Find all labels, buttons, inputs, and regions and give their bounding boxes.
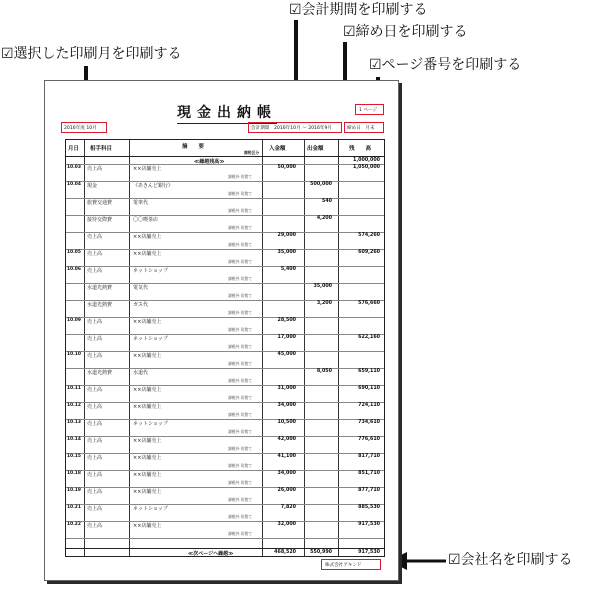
row-account: 売上高: [87, 421, 103, 427]
row-account: 現金: [87, 183, 98, 189]
row-date: 10.19: [67, 488, 81, 493]
row-tax: 課税外 切捨て: [228, 378, 252, 383]
row-account: 売上高: [87, 234, 103, 240]
row-tax: 課税外 切捨て: [228, 191, 252, 196]
carry-out-label: ≪次ページへ繰越≫: [188, 551, 234, 557]
print-month: 2016年度 10月: [64, 126, 97, 131]
carry-in-balance: 1,000,000: [352, 158, 380, 163]
callout-select-month: ☑選択した印刷月を印刷する: [1, 46, 182, 62]
row-balance: 1,050,000: [352, 165, 380, 170]
closing-box: [344, 122, 384, 133]
row-in: 29,000: [277, 233, 296, 238]
row-account: 売上高: [87, 319, 103, 325]
row-in: 41,100: [277, 454, 296, 459]
table-row-divider: [66, 470, 384, 471]
row-in: 42,000: [277, 437, 296, 442]
row-desc: ××店舗売上: [133, 234, 162, 240]
ledger-table: [65, 139, 385, 557]
header-desc: 摘 要: [182, 144, 205, 150]
row-in: 10,500: [277, 420, 296, 425]
table-row-divider: [66, 266, 384, 267]
row-in: 35,000: [277, 250, 296, 255]
header-out: 出金額: [307, 146, 324, 152]
row-desc: ××店舗売上: [133, 455, 162, 461]
row-account: 接待交際費: [87, 217, 113, 223]
carry-in-label: ≪繰越残高≫: [194, 159, 225, 165]
row-balance: 724,110: [358, 403, 380, 408]
row-account: 売上高: [87, 251, 103, 257]
table-row-divider: [66, 198, 384, 199]
table-row-divider: [66, 283, 384, 284]
row-balance: 690,110: [358, 386, 380, 391]
row-tax: 課税外 切捨て: [228, 327, 252, 332]
row-tax: 課税外 切捨て: [228, 395, 252, 400]
row-desc: 水道代: [133, 370, 149, 376]
table-row-divider: [66, 385, 384, 386]
table-row-divider: [66, 453, 384, 454]
row-account: 売上高: [87, 438, 103, 444]
row-desc: ××店舗売上: [133, 489, 162, 495]
row-date: 10.05: [67, 250, 81, 255]
row-tax: 課税外 切捨て: [228, 276, 252, 281]
row-date: 10.06: [67, 267, 81, 272]
total-balance: 917,530: [358, 550, 380, 555]
table-row-divider: [66, 402, 384, 403]
row-date: 10.21: [67, 505, 81, 510]
row-date: 10.14: [67, 437, 81, 442]
row-date: 10.22: [67, 522, 81, 527]
row-desc: ネットショップ: [133, 421, 168, 427]
row-tax: 課税外 切捨て: [228, 514, 252, 519]
row-account: 売上高: [87, 472, 103, 478]
table-row-divider: [66, 368, 384, 369]
row-account: 売上高: [87, 455, 103, 461]
header-tax: 課税区分: [244, 150, 260, 155]
row-out: 3,200: [316, 301, 332, 306]
row-tax: 課税外 切捨て: [228, 242, 252, 247]
row-desc: ××店舗売上: [133, 438, 162, 444]
row-account: 旅費交通費: [87, 200, 113, 206]
row-desc: 電車代: [133, 200, 149, 206]
page-box: [355, 104, 384, 115]
row-date: 10.12: [67, 403, 81, 408]
total-in: 468,520: [274, 550, 296, 555]
row-in: 32,000: [277, 522, 296, 527]
total-out: 550,990: [310, 550, 332, 555]
row-tax: 課税外 切捨て: [228, 429, 252, 434]
ledger-page: [44, 80, 399, 581]
row-tax: 課税外 切捨て: [228, 225, 252, 230]
header-bal: 残 高: [349, 146, 372, 152]
month-box: [61, 122, 107, 133]
row-account: 売上高: [87, 404, 103, 410]
table-row-divider: [66, 334, 384, 335]
table-row-divider: [66, 487, 384, 488]
callout-closing: ☑締め日を印刷する: [343, 24, 468, 40]
row-tax: 課税外 切捨て: [228, 344, 252, 349]
table-row-divider: [66, 351, 384, 352]
row-in: 34,000: [277, 403, 296, 408]
page-number: 1 ページ: [359, 108, 378, 113]
row-in: 28,500: [277, 318, 296, 323]
row-date: 10.13: [67, 420, 81, 425]
row-desc: ××店舗売上: [133, 404, 162, 410]
closing-day: 締め日 月末: [347, 126, 375, 131]
row-out: 8,050: [316, 369, 332, 374]
row-in: 7,820: [280, 505, 296, 510]
table-row-divider: [66, 419, 384, 420]
row-in: 31,000: [277, 386, 296, 391]
table-row-divider: [66, 504, 384, 505]
row-tax: 課税外 切捨て: [228, 446, 252, 451]
row-in: 17,000: [277, 335, 296, 340]
row-desc: ××店舗売上: [133, 166, 162, 172]
row-account: 売上高: [87, 387, 103, 393]
table-row-divider: [66, 215, 384, 216]
row-desc: 電気代: [133, 285, 149, 291]
table-row-divider: [66, 521, 384, 522]
row-balance: 734,610: [358, 420, 380, 425]
row-account: 水道光熱費: [87, 370, 113, 376]
row-out: 500,000: [310, 182, 332, 187]
row-account: 売上高: [87, 506, 103, 512]
company-name: 株式会社アキンド: [325, 563, 362, 568]
row-tax: 課税外 切捨て: [228, 293, 252, 298]
row-balance: 659,110: [358, 369, 380, 374]
row-tax: 課税外 切捨て: [228, 310, 252, 315]
row-date: 10.18: [67, 471, 81, 476]
row-account: 売上高: [87, 489, 103, 495]
row-balance: 817,710: [358, 454, 380, 459]
row-balance: 877,710: [358, 488, 380, 493]
row-desc: ××店舗売上: [133, 387, 162, 393]
table-row-divider: [66, 538, 384, 539]
row-date: 10.15: [67, 454, 81, 459]
fiscal-period: 会計期間 2016年10月 ～ 2016年9月: [251, 126, 333, 131]
row-desc: 〇〇喫茶店: [133, 217, 159, 223]
row-balance: 917,530: [358, 522, 380, 527]
row-date: 10.09: [67, 318, 81, 323]
row-in: 50,000: [277, 165, 296, 170]
row-account: 売上高: [87, 353, 103, 359]
table-row-divider: [66, 232, 384, 233]
row-out: 540: [321, 199, 332, 204]
row-account: 売上高: [87, 268, 103, 274]
row-tax: 課税外 切捨て: [228, 463, 252, 468]
row-desc: ガス代: [133, 302, 149, 308]
row-desc: ××店舗売上: [133, 523, 162, 529]
row-in: 45,000: [277, 352, 296, 357]
row-date: 10.03: [67, 165, 81, 170]
row-desc: ネットショップ: [133, 336, 168, 342]
row-balance: 776,610: [358, 437, 380, 442]
row-out: 4,200: [316, 216, 332, 221]
row-balance: 622,160: [358, 335, 380, 340]
header-account: 相手科目: [90, 146, 113, 152]
row-in: 5,400: [280, 267, 296, 272]
row-account: 売上高: [87, 166, 103, 172]
row-account: 水道光熱費: [87, 302, 113, 308]
company-box: [321, 559, 381, 570]
row-desc: ××店舗売上: [133, 319, 162, 325]
table-row-divider: [66, 249, 384, 250]
callout-page-number: ☑ページ番号を印刷する: [369, 57, 522, 73]
table-row-divider: [66, 300, 384, 301]
row-tax: 課税外 切捨て: [228, 480, 252, 485]
row-balance: 609,260: [358, 250, 380, 255]
row-date: 10.10: [67, 352, 81, 357]
row-balance: 576,660: [358, 301, 380, 306]
table-row-divider: [66, 317, 384, 318]
callout-period: ☑会計期間を印刷する: [289, 2, 428, 18]
row-balance: 885,530: [358, 505, 380, 510]
header-in: 入金額: [269, 146, 286, 152]
row-tax: 課税外 切捨て: [228, 412, 252, 417]
row-tax: 課税外 切捨て: [228, 531, 252, 536]
row-out: 35,000: [313, 284, 332, 289]
row-tax: 課税外 切捨て: [228, 259, 252, 264]
row-desc: 《あきんど銀行》: [133, 183, 174, 189]
table-row-divider: [66, 436, 384, 437]
row-desc: ××店舗売上: [133, 251, 162, 257]
period-box: [248, 122, 342, 133]
callout-company: ☑会社名を印刷する: [448, 552, 573, 568]
row-desc: ××店舗売上: [133, 353, 162, 359]
row-desc: ××店舗売上: [133, 472, 162, 478]
header-date: 月日: [68, 146, 80, 152]
row-account: 売上高: [87, 336, 103, 342]
row-tax: 課税外 切捨て: [228, 497, 252, 502]
row-balance: 574,260: [358, 233, 380, 238]
row-in: 34,000: [277, 471, 296, 476]
row-account: 水道光熱費: [87, 285, 113, 291]
row-date: 10.11: [67, 386, 81, 391]
page-title: 現金出納帳: [177, 102, 277, 124]
row-desc: ネットショップ: [133, 268, 168, 274]
row-in: 26,000: [277, 488, 296, 493]
row-tax: 課税外 切捨て: [228, 361, 252, 366]
row-balance: 851,710: [358, 471, 380, 476]
row-desc: ネットショップ: [133, 506, 168, 512]
row-tax: 課税外 切捨て: [228, 208, 252, 213]
row-tax: 課税外 切捨て: [228, 174, 252, 179]
row-date: 10.04: [67, 182, 81, 187]
table-row-divider: [66, 181, 384, 182]
row-account: 売上高: [87, 523, 103, 529]
